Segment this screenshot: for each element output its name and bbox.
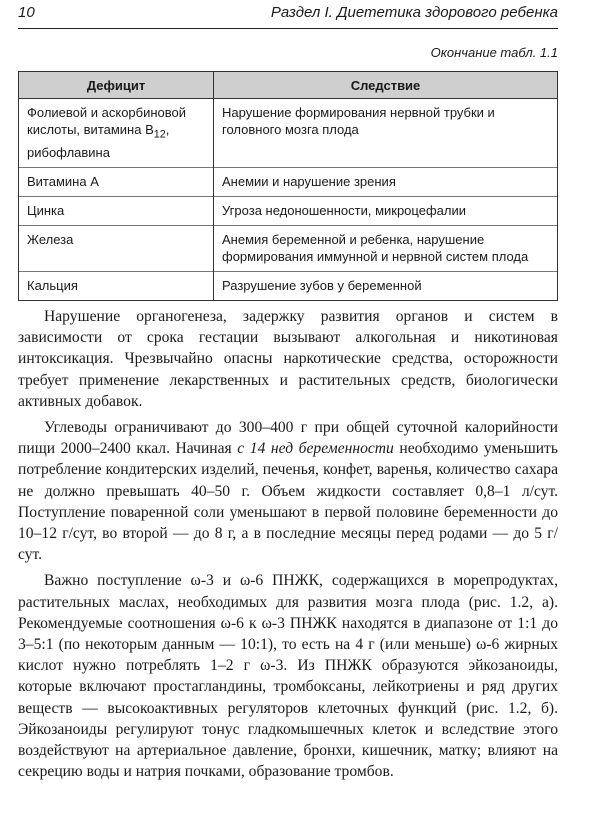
table-header-row [19, 72, 558, 99]
deficiency-table [18, 71, 558, 301]
table-row [19, 99, 558, 168]
paragraph-text: Углеводы ограничивают до 300–400 г при общей суточной калорийности пищи 2000–2400 ккал. Начиная [18, 419, 558, 458]
deficit-cell [19, 99, 214, 168]
column-header-effect: Следствие [214, 72, 558, 99]
vitamin-subscript: 12 [153, 128, 166, 141]
effect-cell: Разрушение зубов у беременной [214, 271, 558, 300]
italic-emphasis: с 14 нед беременности [237, 440, 394, 458]
effect-cell: Угроза недоношенности, микроцефалии [214, 196, 558, 225]
paragraph-pufa: Важно поступление ω-3 и ω-6 ПНЖК, содержащихся в морепродуктах, растительных маслах, необходимых для развития мозга плода (рис. 1.2, а). Рекомендуемые соотношения ω-6 к ω-3 ПНЖК находятся в диапазоне от 1:1 до 3–5:1 (по некоторым данным — 10:1), то есть на 4 г (или меньше) ω-6 жирных кислот нужно потреблять 1–2 г ω-3. Из ПНЖК образуются эйкозаноиды, которые включают простагландины, тромбоксаны, лейкотриены и ряд других веществ — высокоактивных регуляторов клеточных функций (рис. 1.2, б). Эйкозаноиды регулируют тонус гладкомышечных клеток и вследствие этого воздействуют на артериальное давление, бронхи, кишечник, матку; влияют на секрецию воды и натрия почками, образование тромбов. [18, 572, 558, 781]
table-caption: Окончание табл. 1.1 [430, 45, 558, 60]
paragraph-organogenesis: Нарушение органогенеза, задержку развития органов и систем в зависимости от срока гестации вызывают алкогольная и никотиновая интоксикация. Чрезвычайно опасны наркотические средства, осторожности требует применение лекарственных и растительных средств, биологически активных добавок. [18, 308, 558, 410]
deficit-cell: Витамина А [19, 167, 214, 196]
table-row [19, 225, 558, 271]
effect-cell: Анемии и нарушение зрения [214, 167, 558, 196]
paragraph-text: необходимо уменьшить потребление кондитерских изделий, печенья, конфет, варенья, количество сахара не должно превышать 40–50 г. Объем жидкости составляет 0,8–1 л/сут. Поступление поваренной соли уменьшают в первой половине беременности до 10–12 г/сут, во второй — до 8 г, а в последние месяцы перед родами — до 5 г/сут. [18, 440, 558, 564]
effect-cell: Нарушение формирования нервной трубки и головного мозга плода [214, 99, 558, 168]
deficit-cell: Цинка [19, 196, 214, 225]
deficit-text: Фолиевой и аскорбиновой кислоты, витамина B [27, 105, 187, 137]
deficit-cell: Кальция [19, 271, 214, 300]
deficit-cell: Железа [19, 225, 214, 271]
page-number: 10 [18, 4, 35, 21]
column-header-deficit: Дефицит [19, 72, 214, 99]
running-title: Раздел I. Диететика здорового ребенка [270, 4, 558, 21]
body-text [18, 306, 558, 787]
deficit-text-end: , рибофлавина [27, 122, 170, 160]
table-row [19, 271, 558, 300]
header-rule [18, 28, 558, 29]
paragraph-carbohydrates [18, 417, 558, 565]
table-row [19, 167, 558, 196]
table-row [19, 196, 558, 225]
effect-cell: Анемия беременной и ребенка, нарушение формирования иммунной и нервной систем плода [214, 225, 558, 271]
running-header [18, 4, 558, 26]
